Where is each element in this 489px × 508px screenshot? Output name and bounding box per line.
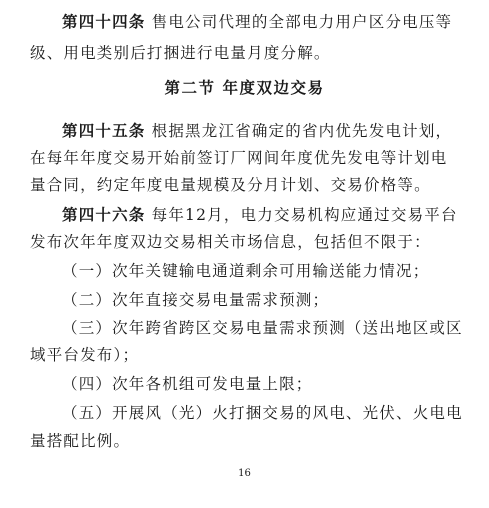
article-44-text-1: 售电公司代理的全部电力用户区分电压等 (145, 13, 453, 31)
article-44-line-2: 级、用电类别后打捆进行电量月度分解。 (30, 44, 331, 62)
article-45-line-3: 量合同，约定年度电量规模及分月计划、交易价格等。 (30, 176, 431, 194)
article-46-item-1: （一）次年关键输电通道剩余可用输送能力情况； (62, 262, 430, 280)
article-44-label: 第四十四条 (62, 13, 146, 31)
article-46-line-2: 发布次年年度双边交易相关市场信息，包括但不限于： (30, 233, 431, 251)
article-45-label: 第四十五条 (62, 122, 146, 140)
article-45-text-1: 根据黑龙江省确定的省内优先发电计划， (145, 122, 453, 140)
article-45-line-1 (62, 121, 489, 141)
article-46-label: 第四十六条 (62, 206, 146, 224)
article-44-line-1 (62, 12, 489, 32)
article-46-item-2: （二）次年直接交易电量需求预测； (62, 291, 330, 309)
article-46-item-3-cont: 域平台发布）； (30, 346, 140, 364)
article-46-item-5-cont: 量搭配比例。 (30, 432, 131, 450)
section-title: 第二节 年度双边交易 (164, 79, 325, 97)
article-45-line-2: 在每年年度交易开始前签订厂网间年度优先发电等计划电 (30, 149, 448, 167)
article-46-text-1: 每年12月，电力交易机构应通过交易平台 (145, 206, 458, 224)
article-46-line-1 (62, 205, 489, 225)
page-number: 16 (238, 468, 251, 479)
article-46-item-3: （三）次年跨省跨区交易电量需求预测（送出地区或区 (62, 319, 463, 337)
article-46-item-4: （四）次年各机组可发电量上限； (62, 375, 313, 393)
article-46-item-5: （五）开展风（光）火打捆交易的风电、光伏、火电电 (62, 404, 463, 422)
